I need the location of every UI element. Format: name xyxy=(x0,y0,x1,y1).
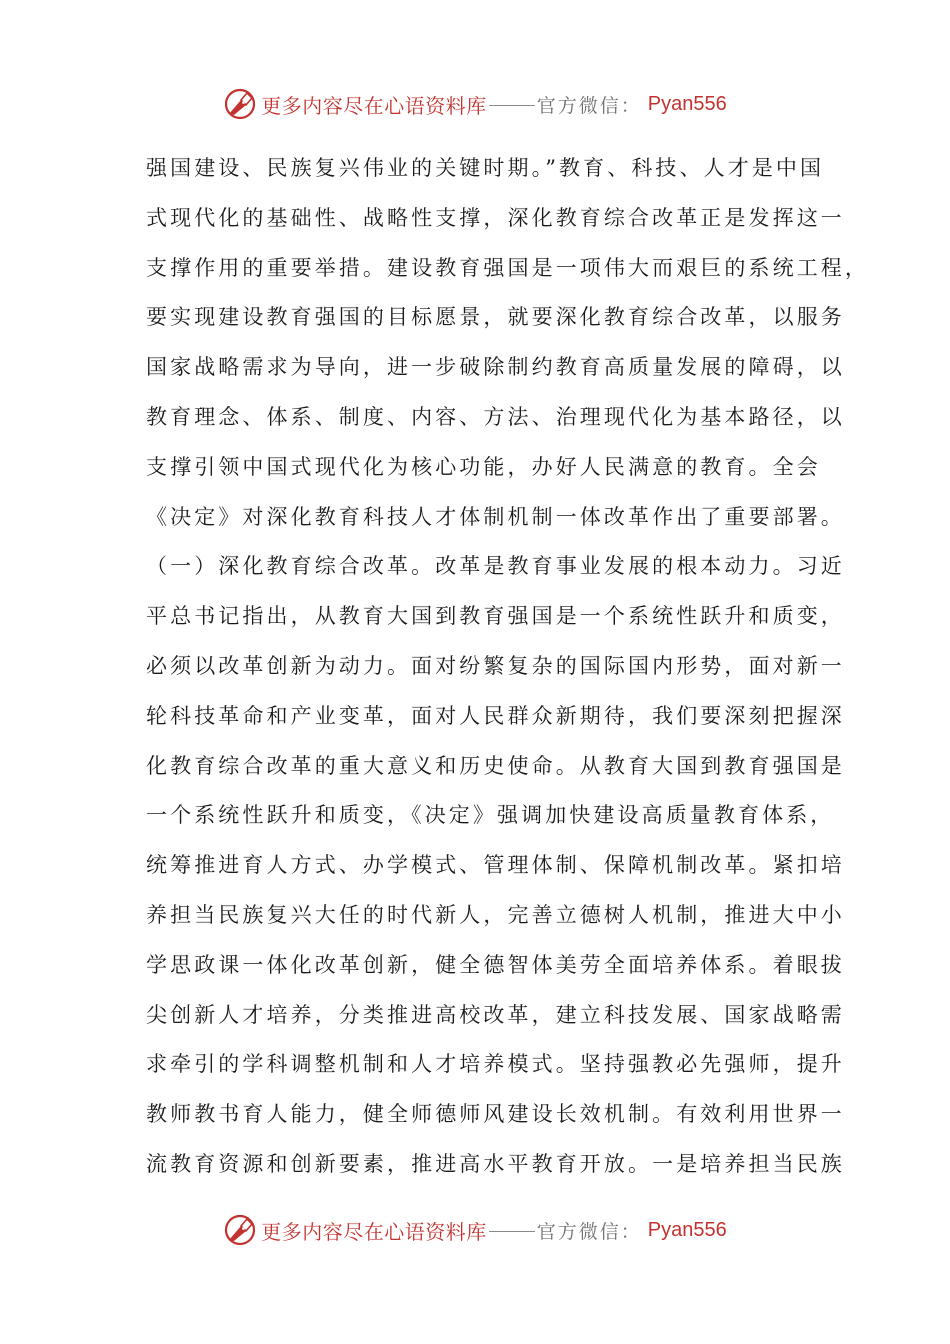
text-line: 养担当民族复兴大任的时代新人，完善立德树人机制，推进大中小 xyxy=(146,902,845,927)
text-line: 要实现建设教育强国的目标愿景，就要深化教育综合改革，以服务 xyxy=(146,305,845,330)
text-line: 一个系统性跃升和质变，《决定》强调加快建设高质量教育体系， xyxy=(146,803,835,828)
pen-nib-logo-icon xyxy=(223,1213,257,1247)
text-line: 国家战略需求为导向，进一步破除制约教育高质量发展的障碍，以 xyxy=(146,355,845,380)
text-line: 平总书记指出，从教育大国到教育强国是一个系统性跃升和质变， xyxy=(146,604,845,629)
text-line: 教育理念、体系、制度、内容、方法、治理现代化为基本路径，以 xyxy=(146,404,845,429)
brand-text: 更多内容尽在心语资料库 xyxy=(261,93,487,118)
wechat-handle: Pyan556 xyxy=(647,92,727,115)
text-line: （一）深化教育综合改革。改革是教育事业发展的根本动力。习近 xyxy=(146,554,845,579)
banner-divider xyxy=(489,105,535,106)
text-line: 学思政课一体化改革创新，健全德智体美劳全面培养体系。着眼拔 xyxy=(146,952,845,977)
wechat-label: 官方微信： xyxy=(536,94,642,117)
text-line: 《决定》对深化教育科技人才体制机制一体改革作出了重要部署。 xyxy=(146,504,845,529)
wechat-handle: Pyan556 xyxy=(647,1218,727,1241)
text-line: 化教育综合改革的重大意义和历史使命。从教育大国到教育强国是 xyxy=(146,753,845,778)
banner-divider xyxy=(489,1231,535,1232)
header-banner xyxy=(0,82,950,126)
text-line: 必须以改革创新为动力。面对纷繁复杂的国际国内形势，面对新一 xyxy=(146,653,845,678)
text-line: 统筹推进育人方式、办学模式、管理体制、保障机制改革。紧扣培 xyxy=(146,853,845,878)
text-line: 强国建设、民族复兴伟业的关键时期。”教育、科技、人才是中国 xyxy=(146,156,825,180)
text-line: 流教育资源和创新要素，推进高水平教育开放。一是培养担当民族 xyxy=(146,1151,845,1176)
text-line: 教师教书育人能力，健全师德师风建设长效机制。有效利用世界一 xyxy=(146,1102,845,1127)
wechat-label: 官方微信： xyxy=(536,1220,642,1243)
footer-banner xyxy=(0,1208,950,1252)
pen-nib-logo-icon xyxy=(223,87,257,121)
text-line: 式现代化的基础性、战略性支撑，深化教育综合改革正是发挥这一 xyxy=(146,205,845,230)
text-line: 支撑引领中国式现代化为核心功能，办好人民满意的教育。全会 xyxy=(146,454,821,479)
text-line: 求牵引的学科调整机制和人才培养模式。坚持强教必先强师，提升 xyxy=(146,1052,845,1077)
text-line: 轮科技革命和产业变革，面对人民群众新期待，我们要深刻把握深 xyxy=(146,703,845,728)
brand-text: 更多内容尽在心语资料库 xyxy=(261,1219,487,1244)
document-body xyxy=(146,144,869,1190)
text-line: 尖创新人才培养，分类推进高校改革，建立科技发展、国家战略需 xyxy=(146,1002,845,1027)
text-line: 支撑作用的重要举措。建设教育强国是一项伟大而艰巨的系统工程， xyxy=(146,255,869,280)
